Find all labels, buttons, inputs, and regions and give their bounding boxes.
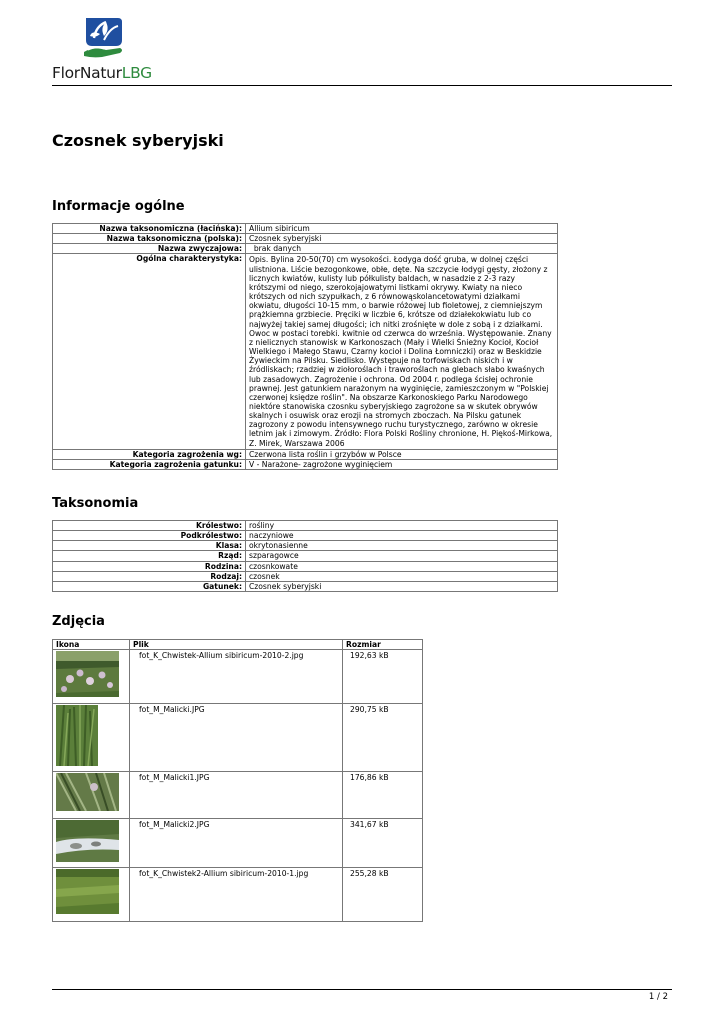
photo-thumbnail-cell bbox=[53, 819, 130, 868]
photos-heading: Zdjęcia bbox=[52, 614, 105, 629]
photo-file-link[interactable]: fot_M_Malicki1.JPG bbox=[130, 772, 343, 819]
logo-wordmark bbox=[52, 64, 152, 82]
logo-prefix: FlorNatur bbox=[52, 64, 122, 82]
photo-thumbnail-cell bbox=[53, 704, 130, 772]
row-label: Klasa: bbox=[53, 541, 246, 551]
row-label: Nazwa zwyczajowa: bbox=[53, 244, 246, 254]
photo-thumbnail[interactable] bbox=[56, 820, 119, 862]
description-text: Opis. Bylina 20-50(70) cm wysokości. Łodyga dość gruba, w dolnej części ulistniona. Liście bezogonkowe, obłe, dęte. Na szczycie łodygi gęsty, złożony z licznych kwiatów, kulisty lub półkulisty baldach, w nasadzie z 2-3 razy krótszymi od niego, szerokojajowatymi listkami okrywy. Kwiaty na nieco krótszych od nich szypułkach, z 6 równowąskolancetowatymi działkami okwiatu, długości 10-15 mm, o barwie różowej lub fioletowej, z ciemniejszym prążkiemna grzbiecie. Pręciki w liczbie 6, krótsze od działekokwiatu lub co najwyżej takiej samej długości; ich nitki zrośnięte w dole z sobą i z działkami. Owoc w postaci torebki. kwitnie od czerwca do września. Występowanie. Znany z nielicznych stanowisk w Karkonoszach (Mały i Wielki Śnieżny Kocioł, Kocioł Wielkiego i Małego Stawu, Czarny kocioł i Dolina Łomniczki) oraz w Beskidzie Żywieckim na Pilsku. Siedlisko. Występuje na torfowiskach niskich i w źródliskach; rzadziej w ziołoroślach i traworoślach na glebach słabo kwaśnych lub zasadowych. Zagrożenie i ochrona. Od 2004 r. podlega ścisłej ochronie prawnej. Jest gatunkiem narażonym na wyginięcie, zamieszczonym w "Polskiej czerwonej księdze roślin". Na obszarze Karkonoskiego Parku Narodowego niektóre stanowiska czosnku syberyjskiego zagrożone sa w skutek obrywów skalnych i osuwisk oraz erozji na stromych zboczach. Na Pilsku gatunek zagrozony z powodu intensywnego ruchu turystycznego, zarówno w okresie letnim jak i zimowym. Źródło: Flora Polski Rośliny chronione, H. Piękoś-Mirkowa, Z. Mirek, Warszawa 2006 bbox=[246, 254, 558, 449]
row-value: szparagowce bbox=[246, 551, 558, 561]
table-row bbox=[53, 819, 423, 868]
row-label: Nazwa taksonomiczna (polska): bbox=[53, 234, 246, 244]
table-row bbox=[53, 254, 558, 449]
table-row bbox=[53, 581, 558, 591]
row-value: brak danych bbox=[246, 244, 558, 254]
row-value: Czosnek syberyjski bbox=[246, 234, 558, 244]
table-row bbox=[53, 650, 423, 704]
photo-file-size: 341,67 kB bbox=[343, 819, 423, 868]
photo-file-size: 255,28 kB bbox=[343, 868, 423, 922]
table-row bbox=[53, 541, 558, 551]
photo-file-link[interactable]: fot_M_Malicki.JPG bbox=[130, 704, 343, 772]
table-row bbox=[53, 571, 558, 581]
column-header-file: Plik bbox=[130, 640, 343, 650]
row-label: Rodzaj: bbox=[53, 571, 246, 581]
taxonomy-heading: Taksonomia bbox=[52, 496, 139, 511]
row-label: Podkrólestwo: bbox=[53, 531, 246, 541]
photo-file-link[interactable]: fot_K_Chwistek2-Allium sibiricum-2010-1.jpg bbox=[130, 868, 343, 922]
footer-rule bbox=[52, 989, 672, 990]
row-label: Kategoria zagrożenia gatunku: bbox=[53, 459, 246, 469]
page-title: Czosnek syberyjski bbox=[52, 131, 224, 150]
photo-file-link[interactable]: fot_K_Chwistek-Allium sibiricum-2010-2.jpg bbox=[130, 650, 343, 704]
row-label: Gatunek: bbox=[53, 581, 246, 591]
photo-thumbnail[interactable] bbox=[56, 651, 119, 697]
row-value: Czosnek syberyjski bbox=[246, 581, 558, 591]
row-value: rośliny bbox=[246, 521, 558, 531]
plant-hand-logo-icon bbox=[80, 16, 128, 60]
photo-thumbnail-cell bbox=[53, 868, 130, 922]
general-heading: Informacje ogólne bbox=[52, 199, 185, 214]
table-row bbox=[53, 224, 558, 234]
column-header-size: Rozmiar bbox=[343, 640, 423, 650]
row-value: Allium sibiricum bbox=[246, 224, 558, 234]
row-value: Czerwona lista roślin i grzybów w Polsce bbox=[246, 449, 558, 459]
table-header-row bbox=[53, 640, 423, 650]
photo-file-link[interactable]: fot_M_Malicki2.JPG bbox=[130, 819, 343, 868]
photo-thumbnail-cell bbox=[53, 650, 130, 704]
photo-thumbnail[interactable] bbox=[56, 869, 119, 914]
table-row bbox=[53, 868, 423, 922]
photo-thumbnail-cell bbox=[53, 772, 130, 819]
photo-thumbnail[interactable] bbox=[56, 705, 98, 766]
row-label: Królestwo: bbox=[53, 521, 246, 531]
logo-suffix: LBG bbox=[121, 64, 152, 82]
photo-thumbnail[interactable] bbox=[56, 773, 119, 811]
taxonomy-table bbox=[52, 520, 558, 592]
row-label: Rodzina: bbox=[53, 561, 246, 571]
table-row bbox=[53, 704, 423, 772]
row-label: Nazwa taksonomiczna (łacińska): bbox=[53, 224, 246, 234]
column-header-icon: Ikona bbox=[53, 640, 130, 650]
row-label: Kategoria zagrożenia wg: bbox=[53, 449, 246, 459]
photo-file-size: 290,75 kB bbox=[343, 704, 423, 772]
row-value: okrytonasienne bbox=[246, 541, 558, 551]
general-info-table bbox=[52, 223, 558, 470]
site-logo[interactable] bbox=[52, 16, 162, 82]
row-label: Rząd: bbox=[53, 551, 246, 561]
table-row bbox=[53, 244, 558, 254]
photo-file-size: 176,86 kB bbox=[343, 772, 423, 819]
row-label: Ogólna charakterystyka: bbox=[53, 254, 246, 449]
table-row bbox=[53, 772, 423, 819]
table-row bbox=[53, 449, 558, 459]
table-row bbox=[53, 521, 558, 531]
row-value: czosnek bbox=[246, 571, 558, 581]
table-row bbox=[53, 459, 558, 469]
row-value: czosnkowate bbox=[246, 561, 558, 571]
row-value: V - Narażone- zagrożone wyginięciem bbox=[246, 459, 558, 469]
table-row bbox=[53, 561, 558, 571]
photos-table bbox=[52, 639, 423, 922]
header-rule bbox=[52, 85, 672, 86]
photo-file-size: 192,63 kB bbox=[343, 650, 423, 704]
table-row bbox=[53, 234, 558, 244]
table-row bbox=[53, 551, 558, 561]
page-number: 1 / 2 bbox=[648, 992, 668, 1002]
table-row bbox=[53, 531, 558, 541]
row-value: naczyniowe bbox=[246, 531, 558, 541]
